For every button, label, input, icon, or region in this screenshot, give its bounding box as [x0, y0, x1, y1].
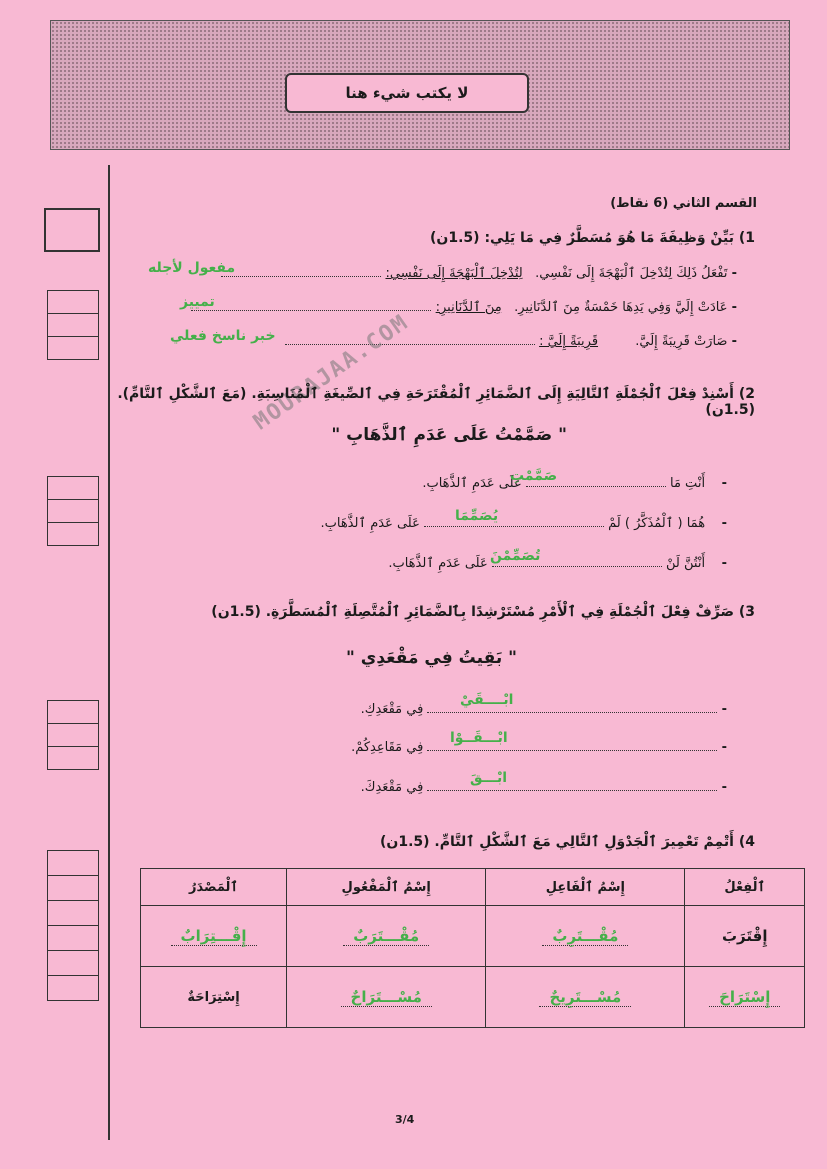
- conjugation-table: [140, 868, 805, 1028]
- q4-title: 4) أَتْمِمْ تَعْمِيرَ ٱلْجَدْوَلِ ٱلتَّالِي مَعَ ٱلشَّكْلِ ٱلتَّامِّ. (1.5ن): [379, 834, 755, 850]
- q1-line-3: - صَارَتْ قَرِيبَةً إِلَيَّ. قَرِيبَةً إِلَيَّ :: [117, 332, 737, 349]
- header-masdar: ٱلْمَصْدَرُ: [141, 869, 287, 906]
- q3-answer-2: ابْـــقَــوْا: [450, 730, 508, 746]
- cell-active-participle: مُقْـــتَرِبٌ: [486, 906, 685, 967]
- header-active-participle: إِسْمُ ٱلْفَاعِلِ: [486, 869, 685, 906]
- score-box-total: [44, 208, 100, 252]
- table-row: [141, 967, 805, 1028]
- score-box-q4: [47, 850, 99, 1001]
- table-row: [141, 906, 805, 967]
- q3-line-3: - فِي مَقْعَدِكَ.: [360, 780, 727, 795]
- cell-passive-participle: مُقْـــتَرَبٌ: [287, 906, 486, 967]
- q1-answer-1: مفعول لأجله: [148, 260, 236, 276]
- q1-line-2: - عَادَتْ إِلَيَّ وَفِي يَدِهَا خَمْسَةٌ مِنَ ٱلدَّنَانِيرِ. مِنَ ٱلدَّنَانِيرِ:: [117, 298, 737, 315]
- cell-passive-participle: مُسْـــتَرَاحٌ: [287, 967, 486, 1028]
- q3-line-1: - فِي مَقْعَدِكِ.: [360, 702, 727, 717]
- q3-title: 3) صَرِّفْ فِعْلَ ٱلْجُمْلَةِ فِي ٱلْأَمْرِ مُسْتَرْشِدًا بِٱلضَّمَائِرِ ٱلْمُتَّصِلَةِ ٱلْمُسَطَّرَةِ. (1.5ن): [211, 604, 755, 620]
- cell-masdar: إِقْـــتِرَابٌ: [141, 906, 287, 967]
- q2-answer-3: تُصَمِّمْنَ: [490, 548, 541, 564]
- watermark: MOURAJAA.COM: [249, 309, 414, 436]
- cell-verb: إِسْتَرَاحَ: [685, 967, 805, 1028]
- header-verb: ٱلْفِعْلُ: [685, 869, 805, 906]
- q2-answer-2: يُصَمِّمَا: [455, 508, 499, 524]
- q3-quote: " بَقِيتُ فِي مَقْعَدِي ": [345, 648, 517, 668]
- table-header-row: [141, 869, 805, 906]
- header-label: لا يكتب شيء هنا: [285, 73, 529, 113]
- q2-title: 2) أَسْنِدْ فِعْلَ ٱلْجُمْلَةِ ٱلتَّالِيَةِ إِلَى ٱلضَّمَائِرِ ٱلْمُقْتَرَحَةِ فِي ٱلصِّيغَةِ ٱلْمُنَاسِبَةِ. (مَعَ ٱلشَّكْلِ ٱلتَّامِّ). (1.5ن): [117, 386, 755, 418]
- q1-answer-2: تمييز: [180, 294, 215, 310]
- q2-line-1: - أَنْتِ مَا عَلَى عَدَمِ ٱلذَّهَابِ.: [422, 476, 727, 491]
- q3-answer-1: ابْــــقَيْ: [460, 692, 514, 708]
- score-box-q3: [47, 700, 99, 770]
- score-box-q2: [47, 476, 99, 546]
- cell-verb: إِقْتَرَبَ: [685, 906, 805, 967]
- q2-quote: " صَمَّمْتُ عَلَى عَدَمِ ٱلذَّهَابِ ": [331, 425, 567, 445]
- page-number: 3/4: [395, 1113, 415, 1126]
- q2-line-3: - أَنْتُنَّ لَنْ عَلَى عَدَمِ ٱلذَّهَابِ.: [388, 556, 727, 571]
- header-passive-participle: إِسْمُ ٱلْمَفْعُولِ: [287, 869, 486, 906]
- q1-line-1: - تَفْعَلُ ذَلِكَ لِتُدْخِلَ ٱلْبَهْجَةَ إِلَى نَفْسِي. لِتُدْخِلَ ٱلْبَهْجَةَ إِلَى نَفْسِي:: [117, 264, 737, 281]
- score-box-q1: [47, 290, 99, 360]
- q2-answer-1: صَمَّمْتِ: [510, 468, 558, 484]
- q1-answer-3: خبر ناسخ فعلي: [170, 328, 276, 344]
- q2-line-2: - هُمَا ( ٱلْمُذَكَّرُ ) لَمْ عَلَى عَدَمِ ٱلذَّهَابِ.: [320, 516, 727, 531]
- cell-masdar: إِسْتِرَاحَةٌ: [141, 967, 287, 1028]
- cell-active-participle: مُسْـــتَرِيحٌ: [486, 967, 685, 1028]
- q1-title: 1) بَيِّنْ وَظِيفَةَ مَا هُوَ مُسَطَّرٌ فِي مَا يَلِي: (1.5ن): [430, 230, 755, 246]
- section-title: القسم الثاني (6 نقاط): [610, 196, 757, 211]
- margin-line: [108, 165, 110, 1140]
- q3-line-2: - فِي مَقَاعِدِكُمْ.: [351, 740, 727, 755]
- q3-answer-3: ابْـــقَ: [470, 770, 508, 786]
